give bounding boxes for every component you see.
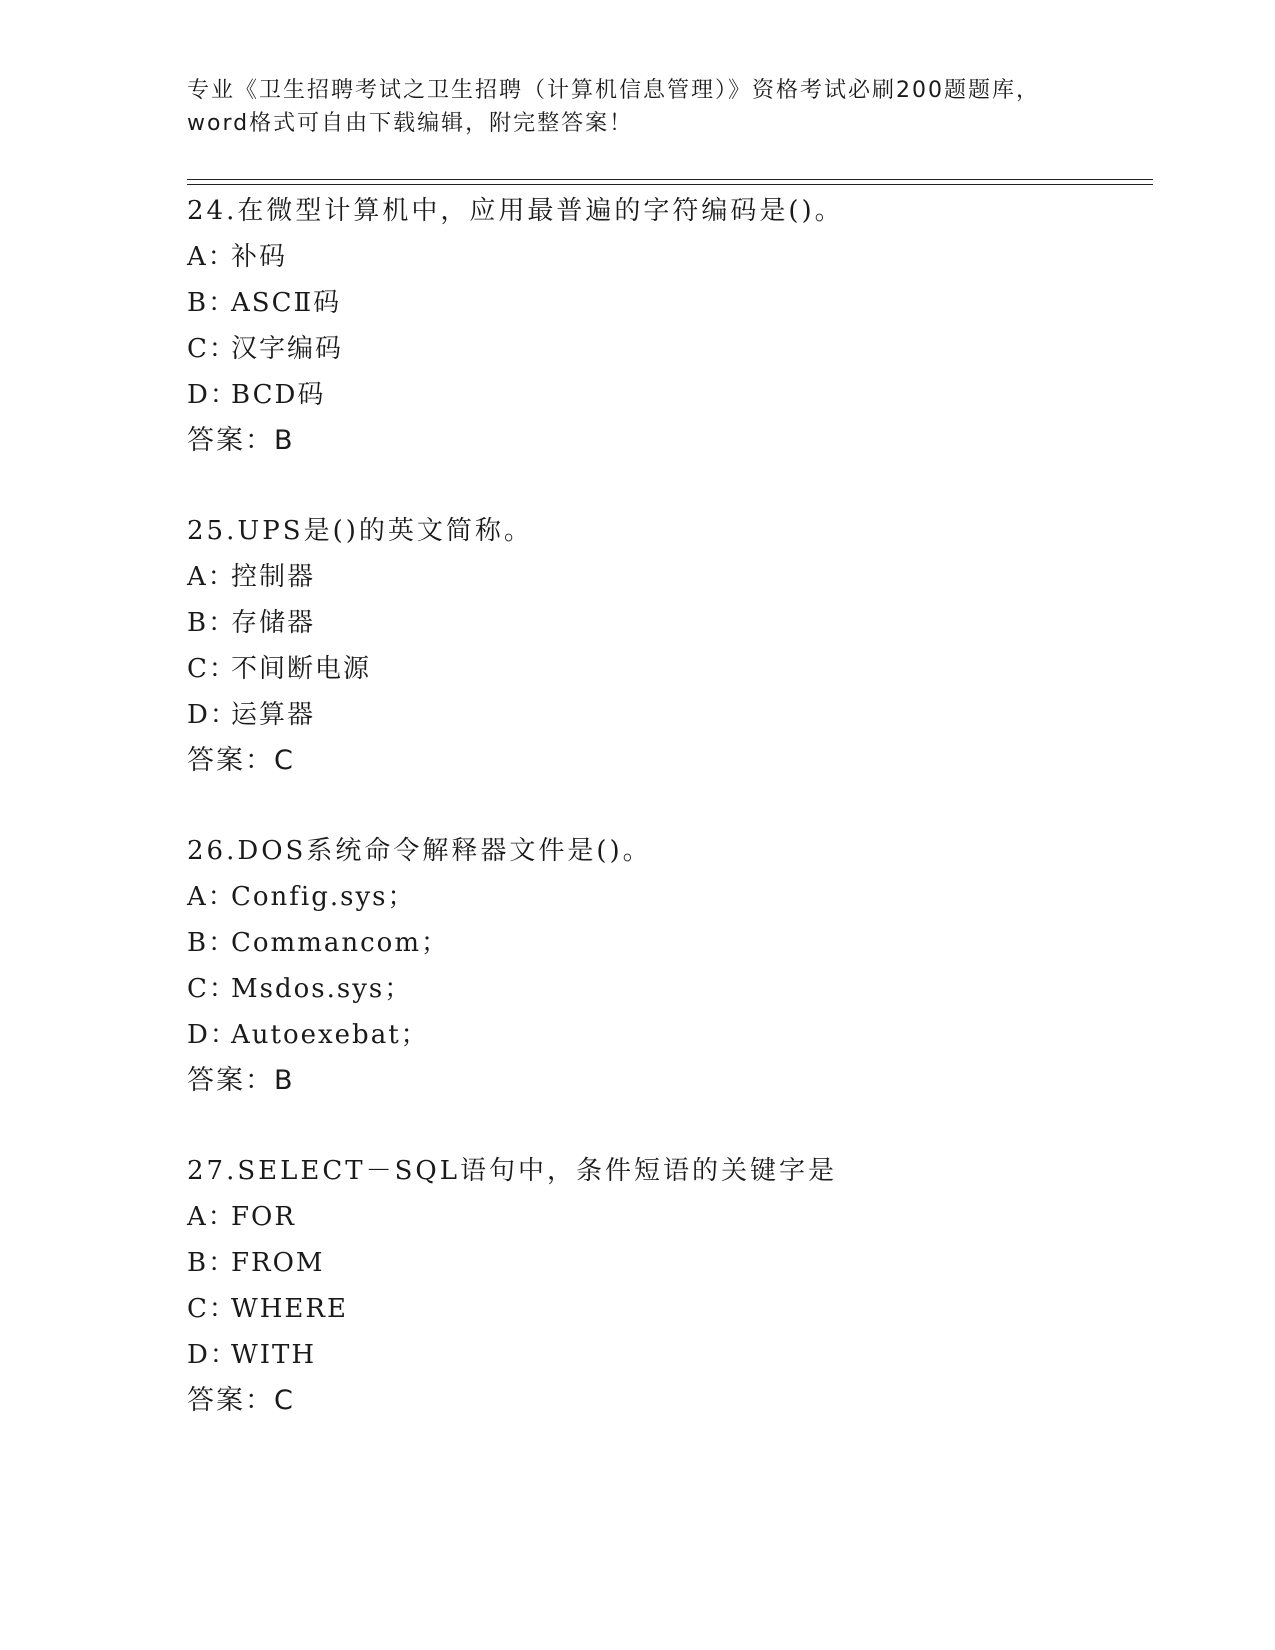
option-key: C：: [187, 1294, 237, 1324]
option-key: B：: [187, 928, 237, 958]
option-c: [187, 1286, 1147, 1332]
option-a: [187, 554, 1147, 600]
option-text: 控制器: [231, 562, 316, 592]
option-key: B：: [187, 1248, 237, 1278]
option-text: 运算器: [231, 700, 316, 730]
option-key: A：: [187, 882, 236, 912]
option-text: 不间断电源: [231, 654, 372, 684]
option-text: Config.sys；: [231, 882, 416, 912]
option-b: [187, 280, 1147, 326]
question-27: [187, 1148, 1147, 1424]
answer-line: 答案：C: [187, 745, 295, 776]
option-key: B：: [187, 608, 237, 638]
option-text: WHERE: [231, 1294, 348, 1324]
option-text: Autoexebat；: [231, 1020, 429, 1050]
option-text: FROM: [231, 1248, 325, 1278]
option-b: [187, 600, 1147, 646]
header-divider-top: [187, 179, 1153, 180]
option-b: [187, 1240, 1147, 1286]
option-text: 补码: [231, 242, 288, 272]
option-text: 存储器: [231, 608, 316, 638]
option-a: [187, 234, 1147, 280]
option-key: C：: [187, 974, 237, 1004]
question-26: [187, 828, 1147, 1104]
question-stem: 27.SELECT－SQL语句中，条件短语的关键字是: [187, 1156, 838, 1186]
answer-line: 答案：C: [187, 1385, 295, 1416]
question-stem: 26.DOS系统命令解释器文件是()。: [187, 836, 652, 866]
option-d: [187, 1012, 1147, 1058]
question-stem: 24.在微型计算机中，应用最普遍的字符编码是()。: [187, 196, 844, 226]
answer-line: 答案：B: [187, 425, 295, 456]
option-key: D：: [187, 380, 238, 410]
header-line-1: 专业《卫生招聘考试之卫生招聘（计算机信息管理）》资格考试必刷200题题库，: [187, 78, 1040, 103]
option-key: D：: [187, 1020, 238, 1050]
option-text: Commancom；: [231, 928, 449, 958]
question-24: [187, 188, 1147, 464]
option-text: FOR: [231, 1202, 296, 1232]
option-text: 汉字编码: [231, 334, 344, 364]
option-key: C：: [187, 334, 237, 364]
option-text: BCD码: [231, 380, 326, 410]
header-line-2: word格式可自由下载编辑，附完整答案！: [187, 111, 634, 136]
option-key: D：: [187, 1340, 238, 1370]
option-c: [187, 966, 1147, 1012]
option-key: A：: [187, 562, 236, 592]
answer-line: 答案：B: [187, 1065, 295, 1096]
option-c: [187, 326, 1147, 372]
option-a: [187, 874, 1147, 920]
header-divider-bottom: [187, 184, 1153, 185]
document-header: [187, 74, 1087, 140]
option-key: C：: [187, 654, 237, 684]
option-a: [187, 1194, 1147, 1240]
option-key: B：: [187, 288, 237, 318]
option-key: A：: [187, 1202, 236, 1232]
option-text: Msdos.sys；: [231, 974, 413, 1004]
option-b: [187, 920, 1147, 966]
option-text: WITH: [231, 1340, 317, 1370]
option-key: D：: [187, 700, 238, 730]
option-d: [187, 372, 1147, 418]
option-text: ASCⅡ码: [231, 288, 342, 318]
option-key: A：: [187, 242, 236, 272]
question-25: [187, 508, 1147, 784]
option-d: [187, 1332, 1147, 1378]
question-stem: 25.UPS是()的英文简称。: [187, 516, 533, 546]
option-c: [187, 646, 1147, 692]
option-d: [187, 692, 1147, 738]
